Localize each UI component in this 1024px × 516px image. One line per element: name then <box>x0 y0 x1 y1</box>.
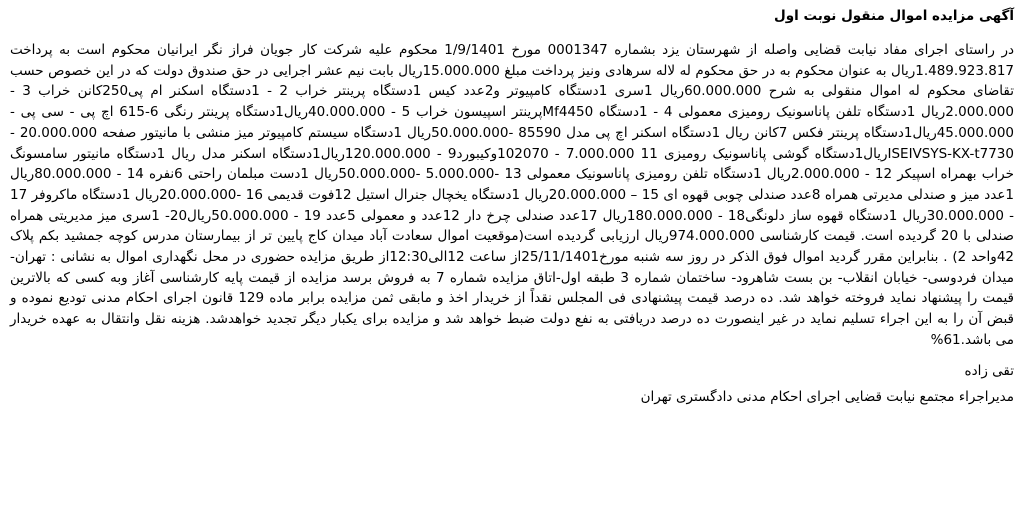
issuing-office: مدیراجراء مجتمع نیابت قضایی اجرای احکام مدنی دادگستری تهران <box>640 388 1014 405</box>
notice-title: آگهی مزایده اموال منقول نوبت اول <box>774 8 1014 24</box>
notice-body: در راستای اجرای مفاد نیابت قضایی واصله از شهرستان یزد بشماره 0001347 مورخ 1/9/1401 محکوم علیه شرکت کار جویان فراز نگر ایرانیان محکوم است به پرداخت 1.489.923.817ریال به عنوان محکوم به در حق محکوم له لاله سرهادی ونیز پرداخت مبلغ 15.000.000ریال بابت نیم عشر اجرایی در حق صندوق دولت که در این خصوص حسب تقاضای محکوم له اموال منقولی به شرح 60.000.000ریال 1سری 1دستگاه کامپیوتر و2عدد کیس 1دستگاه پرینتر خراب 2 - 1دستگاه اسکنر ام پی250کانن خراب 3 - 2.000.000ریال 1دستگاه تلفن پاناسونیک رومیزی معمولی 4 - 1دستگاه Mf4450پرینتر اسپیسون خراب 5 - 40.000.000ریال1دستگاه پرینتر رنگی 6-615 اچ پی - سی پی - 45.000.000ریال1دستگاه پرینتر فکس 7کانن ریال 1دستگاه اسکنر اچ پی مدل 85590 -50.000.000ریال 1دستگاه سیستم کامپیوتر میز منشی با مانیتور صفحه 20.000.000 - ISEIVSYS-KX-t7730ریال1دستگاه گوشی پاناسونیک رومیزی 11 7.000.000 - 102070وکیبورد9 - 120.000.000ریال1دستگاه اسکنر مدل ریال 1دستگاه مانیتور سامسونگ خراب بهمراه اسپیکر 12 - 2.000.000ریال 1دستگاه تلفن رومیزی پاناسونیک معمولی 13 -5.000.000 -50.000.000ریال 1دست مبلمان راحتی 6نفره 14 - 80.000.000ریال 1عدد میز و صندلی مدیرتی همراه 8عدد صندلی چوبی قهوه ای 15 – 20.000.000ریال 1دستگاه یخچال جنرال استیل 12فوت قدیمی 16 -20.000.000ریال 1دستگاه ماکروفر 17 - 30.000.000ریال 1دستگاه قهوه ساز دلونگی18 - 180.000.000ریال 17عدد صندلی چرخ دار 12عدد و معمولی 5عدد 19 - 50.000.000ریال20- 1سری میز مدیریتی همراه صندلی با 20 گردیده است. قیمت کارشناسی 974.000.000ریال ارزیابی گردیده است(موقعیت اموال سعادت آباد میدان کاج پایین تر از بیمارستان مدرس کوچه جمشید بکم پلاک 42واحد 2) . بنابراین مقرر گردید اموال فوق الذکر در روز سه شنبه مورخ25/11/1401از ساعت 12الی12:30از طریق مزایده حضوری در محل نگهداری اموال به نشانی : تهران- میدان فردوسی- خیابان انقلاب- بن بست شاهرود- ساختمان شماره 3 طبقه اول-اتاق مزایده شماره 7 به فروش برسد مزایده از قیمت پایه کارشناسی آغاز وبه کسی که بالاترین قیمت را پیشنهاد نماید فروخته خواهد شد. ده درصد قیمت پیشنهادی فی المجلس نقداً از خریدار اخذ و مابقی ثمن مزایده برابر ماده 129 قانون اجرای احکام مدنی تودیع نموده و قبض آن را به این اجراء تسلیم نماید در غیر اینصورت ده درصد دریافتی به نفع دولت ضبط خواهد شد و مزایده برای یکبار دیگر تجدید خواهدشد. هزینه نقل وانتقال به عهده خریدار می باشد.61% <box>10 42 1015 348</box>
signer-name: تقی زاده <box>964 362 1014 379</box>
